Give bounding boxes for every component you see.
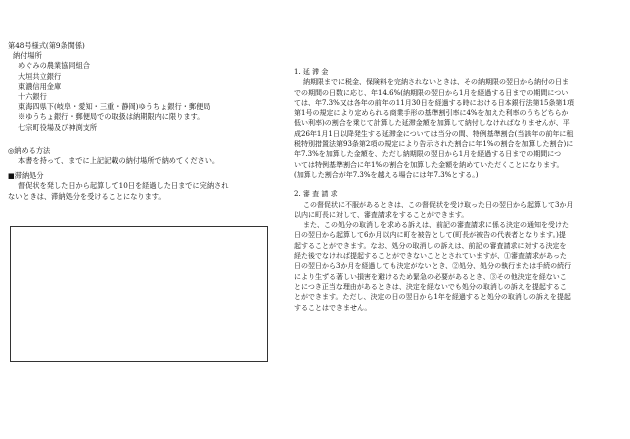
delinquency-heading: ■滞納処分: [8, 171, 44, 181]
late-fee-text: での期間の日数に応じ、年14.6%(納期限の翌日から1月を経過する日までの期間につい: [294, 88, 569, 97]
payment-place-item: 東濃信用金庫: [18, 81, 62, 91]
late-fee-heading: 1. 延 滞 金: [294, 68, 329, 76]
appeal-text: また、この処分の取消しを求める訴えは、前記の審査請求に係る決定の通知を受けた: [303, 221, 569, 230]
appeal-heading: 2. 審 査 請 求: [294, 190, 338, 199]
late-fee-text: 第1号の規定により定められる商業手形の基準割引率に4%を加えた利率のうちどちらか: [294, 109, 569, 118]
appeal-text: 以内に町長に対して、審査請求をすることができます。: [294, 210, 469, 219]
blank-box: [10, 226, 268, 362]
payment-places-heading: 納付場所: [13, 51, 42, 61]
delinquency-text: ないときは、滞納処分を受けることになります。: [8, 191, 166, 201]
form-number: 第48号様式(第9条関係): [8, 41, 85, 50]
appeal-text: することはできません。: [294, 303, 372, 312]
late-fee-text: いては特例基準割合に年1%の割合を加算した金額を納めていただくことになります。: [294, 160, 564, 169]
payment-place-item: 七宗町役場及び神渕支所: [18, 122, 98, 132]
payment-place-item: 大垣共立銀行: [18, 71, 62, 81]
left-column: [8, 41, 278, 202]
appeal-text: とができます。ただし、決定の日の翌日から1年を経過すると処分の取消しの訴えを提起: [294, 293, 571, 302]
appeal-text: により生ずる著しい損害を避けるため緊急の必要があるとき、③その他決定を経ないこ: [294, 272, 567, 281]
appeal-text: 起することができます。なお、処分の取消しの訴えは、前記の審査請求に対する決定を: [294, 241, 567, 250]
late-fee-text: 低い利率)の割合を乗じて計算した延滞金額を加算して納付しなければなりませんが、平: [294, 119, 570, 128]
appeal-text: 日の翌日から起算して6か月以内に町を被告として(町長が被告の代表者となります。)提: [294, 231, 566, 240]
payment-place-item: 十六銀行: [18, 92, 47, 102]
late-fee-text: 税特別措置法第93条第2項の規定により告示された割合に年1%の割合を加算した割合)に: [294, 140, 574, 149]
payment-method-heading: ◎納める方法: [8, 145, 51, 155]
late-fee-text: 成26年1月1日以降発生する延滞金については当分の間、特例基準割合(当該年の前年に租: [294, 129, 574, 138]
late-fee-text: (加算した割合が年7.3%を越える場合には年7.3%とする。): [294, 170, 479, 179]
appeal-text: とにつき正当な理由があるときは、決定を経ないでも処分の取消しの訴えを提起するこ: [294, 282, 567, 291]
right-column: [294, 67, 619, 313]
payment-place-note: ※ゆうちょ銀行・郵便局での取扱は納期限内に限ります。: [18, 112, 205, 122]
late-fee-text: 年7.3%を加算した金額を、ただし納期限の翌日から1月を経過する日までの期間につ: [294, 150, 562, 159]
appeal-text: この督促状に不服があるときは、この督促状を受け取った日の翌日から起算して3か月: [303, 200, 574, 209]
late-fee-text: ては、年7.3%又は各年の前年の11月30日を経過する時における日本銀行法第15条第1項: [294, 98, 574, 107]
appeal-text: 日の翌日から3か月を経過しても決定がないとき、②処分、処分の執行または手続の続行: [294, 262, 572, 271]
payment-place-item: 東海四県下(岐阜・愛知・三重・静岡)ゆうちょ銀行・郵便局: [18, 102, 211, 112]
late-fee-text: 納期限までに税金、保険料を完納されないときは、その納期限の翌日から納付の日ま: [303, 78, 569, 87]
payment-method-text: 本書を持って、までに上記記載の納付場所で納めてください。: [18, 156, 220, 166]
appeal-text: 経た後でなければ提起することができないこととされていますが、①審査請求があった: [294, 252, 567, 261]
delinquency-text: 督促状を発した日から起算して10日を経過した日までに完納され: [18, 181, 229, 191]
payment-place-item: めぐみの農業協同組合: [18, 61, 90, 71]
